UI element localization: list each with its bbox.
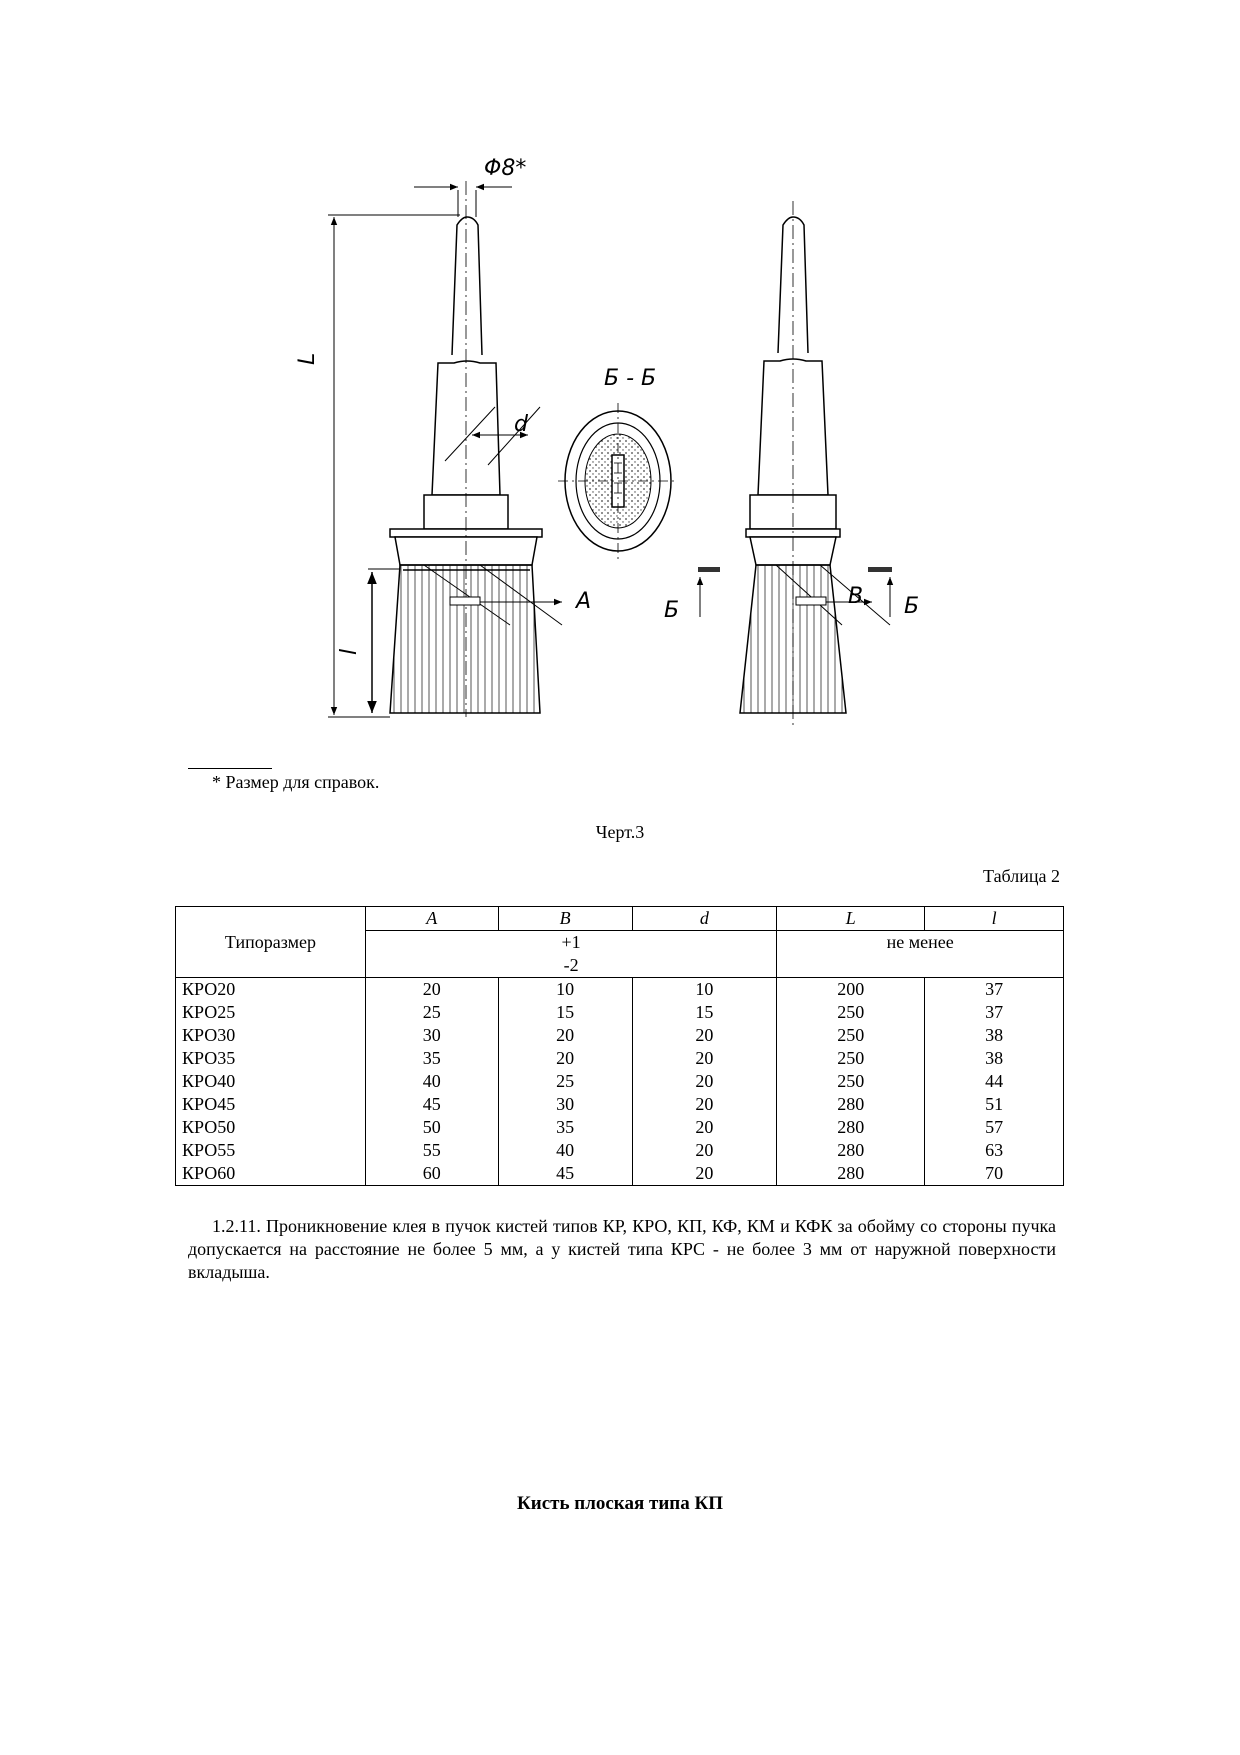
section-mark-right-label: Б bbox=[904, 594, 920, 619]
phi-label: Φ8* bbox=[484, 156, 527, 181]
brush-drawing-svg bbox=[295, 145, 980, 745]
cell-d: 10 bbox=[632, 978, 777, 1002]
B-label: B bbox=[848, 584, 864, 609]
L-label: L bbox=[295, 352, 320, 365]
cell-d: 20 bbox=[632, 1116, 777, 1139]
cell-B: 40 bbox=[498, 1139, 632, 1162]
header-tolerance bbox=[365, 931, 776, 978]
cell-B: 45 bbox=[498, 1162, 632, 1186]
cell-d: 20 bbox=[632, 1070, 777, 1093]
table-row bbox=[176, 1116, 1064, 1139]
cell-type: КРО60 bbox=[176, 1162, 366, 1186]
cell-d: 15 bbox=[632, 1001, 777, 1024]
table-row bbox=[176, 1001, 1064, 1024]
cell-B: 35 bbox=[498, 1116, 632, 1139]
cell-d: 20 bbox=[632, 1047, 777, 1070]
cell-type: КРО55 bbox=[176, 1139, 366, 1162]
cell-l: 38 bbox=[925, 1024, 1064, 1047]
cell-type: КРО30 bbox=[176, 1024, 366, 1047]
cell-A: 25 bbox=[365, 1001, 498, 1024]
l-label: l bbox=[337, 648, 362, 655]
table-row bbox=[176, 1093, 1064, 1116]
table-row bbox=[176, 1024, 1064, 1047]
cell-A: 50 bbox=[365, 1116, 498, 1139]
cell-A: 55 bbox=[365, 1139, 498, 1162]
A-label: A bbox=[576, 589, 592, 614]
cell-type: КРО45 bbox=[176, 1093, 366, 1116]
section-mark-left bbox=[698, 567, 720, 617]
header-type: Типоразмер bbox=[176, 907, 366, 978]
tolerance-upper: +1 bbox=[561, 932, 581, 952]
cell-type: КРО40 bbox=[176, 1070, 366, 1093]
cell-B: 20 bbox=[498, 1024, 632, 1047]
table-body bbox=[176, 978, 1064, 1186]
cell-L: 280 bbox=[777, 1162, 925, 1186]
cell-d: 20 bbox=[632, 1093, 777, 1116]
cell-L: 250 bbox=[777, 1047, 925, 1070]
cell-L: 250 bbox=[777, 1024, 925, 1047]
cell-A: 60 bbox=[365, 1162, 498, 1186]
cell-B: 30 bbox=[498, 1093, 632, 1116]
header-min-note: не менее bbox=[777, 931, 1064, 978]
cell-l: 44 bbox=[925, 1070, 1064, 1093]
section-title: Б - Б bbox=[604, 366, 657, 391]
table-label: Таблица 2 bbox=[983, 866, 1060, 886]
section-heading: Кисть плоская типа КП bbox=[516, 1493, 724, 1514]
figure-caption: Черт.3 bbox=[595, 822, 645, 842]
tolerance-lower: -2 bbox=[563, 955, 579, 975]
cell-d: 20 bbox=[632, 1024, 777, 1047]
cell-B: 20 bbox=[498, 1047, 632, 1070]
cell-l: 51 bbox=[925, 1093, 1064, 1116]
d-label: d bbox=[514, 412, 528, 437]
header-L: L bbox=[777, 907, 925, 931]
cell-B: 25 bbox=[498, 1070, 632, 1093]
header-B: B bbox=[498, 907, 632, 931]
table-row bbox=[176, 978, 1064, 1002]
cell-type: КРО25 bbox=[176, 1001, 366, 1024]
cell-l: 63 bbox=[925, 1139, 1064, 1162]
cell-type: КРО20 bbox=[176, 978, 366, 1002]
cell-L: 200 bbox=[777, 978, 925, 1002]
cell-L: 250 bbox=[777, 1001, 925, 1024]
cell-L: 280 bbox=[777, 1139, 925, 1162]
cell-d: 20 bbox=[632, 1139, 777, 1162]
header-l: l bbox=[925, 907, 1064, 931]
header-d: d bbox=[632, 907, 777, 931]
cell-A: 35 bbox=[365, 1047, 498, 1070]
cell-l: 38 bbox=[925, 1047, 1064, 1070]
section-mark-left-label: Б bbox=[664, 598, 680, 623]
paragraph-1-2-11: 1.2.11. Проникновение клея в пучок кистей типов КР, КРО, КП, КФ, КМ и КФК за обойму со стороны пучка допускается на расстояние не более 5 мм, а у кистей типа КРС - не более 3 мм от наружной поверхности вкладыша. bbox=[188, 1216, 1056, 1282]
cell-d: 20 bbox=[632, 1162, 777, 1186]
cell-A: 40 bbox=[365, 1070, 498, 1093]
header-A: A bbox=[365, 907, 498, 931]
table-row bbox=[176, 1139, 1064, 1162]
cell-l: 70 bbox=[925, 1162, 1064, 1186]
cell-L: 280 bbox=[777, 1116, 925, 1139]
cell-B: 15 bbox=[498, 1001, 632, 1024]
cell-type: КРО50 bbox=[176, 1116, 366, 1139]
footnote-rule bbox=[188, 768, 272, 769]
cell-type: КРО35 bbox=[176, 1047, 366, 1070]
size-table bbox=[175, 906, 1064, 1186]
cell-L: 250 bbox=[777, 1070, 925, 1093]
table-row bbox=[176, 1047, 1064, 1070]
right-view bbox=[740, 201, 890, 727]
footnote: * Размер для справок. bbox=[212, 772, 380, 792]
technical-drawing bbox=[295, 145, 980, 745]
cell-A: 45 bbox=[365, 1093, 498, 1116]
table-row bbox=[176, 1070, 1064, 1093]
cell-A: 30 bbox=[365, 1024, 498, 1047]
cell-A: 20 bbox=[365, 978, 498, 1002]
cell-l: 37 bbox=[925, 978, 1064, 1002]
cell-l: 57 bbox=[925, 1116, 1064, 1139]
section-view bbox=[558, 403, 678, 559]
cell-B: 10 bbox=[498, 978, 632, 1002]
cell-l: 37 bbox=[925, 1001, 1064, 1024]
left-view bbox=[328, 181, 562, 717]
cell-L: 280 bbox=[777, 1093, 925, 1116]
table-row bbox=[176, 1162, 1064, 1186]
